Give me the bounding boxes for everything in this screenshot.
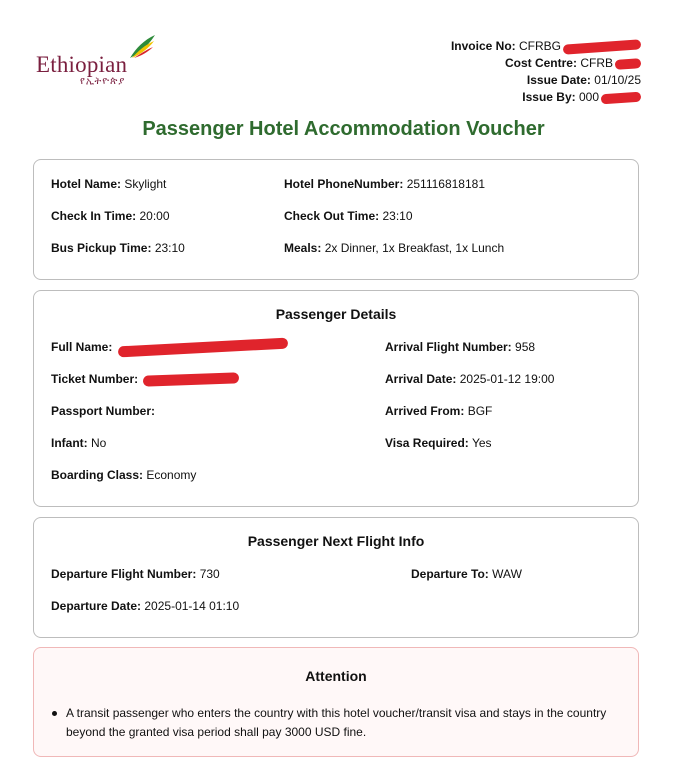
departure-to-label: Departure To:: [411, 567, 489, 581]
check-out-value: 23:10: [382, 209, 413, 223]
redaction-mark: [118, 338, 288, 358]
issue-by-value: 000: [578, 90, 599, 104]
bus-pickup-label: Bus Pickup Time:: [51, 241, 152, 255]
logo-wing-icon: [128, 34, 156, 60]
meals-value: 2x Dinner, 1x Breakfast, 1x Lunch: [324, 241, 505, 255]
ticket-number-field: [51, 372, 239, 386]
departure-date-value: 2025-01-14 01:10: [144, 599, 240, 613]
arrival-date-label: Arrival Date:: [385, 372, 457, 386]
redaction-mark: [601, 91, 642, 104]
bullet-dot-icon: [52, 711, 57, 716]
full-name-label: Full Name:: [51, 340, 113, 354]
arrival-date-field: [385, 372, 554, 386]
invoice-no-label: Invoice No:: [450, 39, 516, 53]
arrived-from-value: BGF: [467, 404, 493, 418]
passport-number-field: [51, 404, 155, 418]
check-out-label: Check Out Time:: [284, 209, 380, 223]
invoice-info: [451, 38, 641, 106]
departure-flight-label: Departure Flight Number:: [51, 567, 197, 581]
check-in-value: 20:00: [139, 209, 170, 223]
logo-text-english: Ethiopian: [36, 52, 128, 77]
hotel-name-label: Hotel Name:: [51, 177, 122, 191]
check-out-field: [284, 209, 413, 223]
departure-flight-value: 730: [199, 567, 220, 581]
hotel-info-card: [33, 159, 639, 280]
next-flight-card: [33, 517, 639, 638]
next-flight-heading: Passenger Next Flight Info: [247, 533, 425, 549]
arrival-date-value: 2025-01-12 19:00: [459, 372, 555, 386]
departure-to-value: WAW: [492, 567, 522, 581]
departure-date-label: Departure Date:: [51, 599, 142, 613]
issue-date-value: 01/10/25: [594, 73, 641, 87]
arrival-flight-label: Arrival Flight Number:: [385, 340, 512, 354]
invoice-no-value: CFRBG: [519, 39, 561, 53]
visa-required-value: Yes: [471, 436, 492, 450]
infant-label: Infant:: [51, 436, 88, 450]
issue-date-row: [451, 72, 641, 89]
passenger-details-card: [33, 290, 639, 507]
departure-flight-field: [51, 567, 220, 581]
departure-date-field: [51, 599, 239, 613]
visa-required-label: Visa Required:: [385, 436, 469, 450]
hotel-phone-field: [284, 177, 485, 191]
redaction-mark: [563, 39, 642, 54]
issue-date-label: Issue Date:: [526, 73, 591, 87]
infant-field: [51, 436, 106, 450]
page-title: Passenger Hotel Accommodation Voucher: [142, 118, 545, 140]
boarding-class-field: [51, 468, 196, 482]
infant-value: No: [91, 436, 107, 450]
attention-heading: Attention: [305, 668, 367, 684]
arrived-from-label: Arrived From:: [385, 404, 465, 418]
meals-label: Meals:: [284, 241, 322, 255]
hotel-phone-value: 251116818181: [406, 177, 485, 191]
full-name-field: [51, 340, 288, 354]
boarding-class-value: Economy: [146, 468, 197, 482]
ethiopian-logo: [36, 34, 166, 90]
cost-centre-value: CFRB: [580, 56, 613, 70]
meals-field: [284, 241, 504, 255]
visa-required-field: [385, 436, 492, 450]
cost-centre-label: Cost Centre:: [504, 56, 577, 70]
attention-bullet-text: A transit passenger who enters the country with this hotel voucher/transit visa and stays in the country beyond the granted visa period shall pay 3000 USD fine.: [66, 706, 607, 739]
hotel-phone-label: Hotel PhoneNumber:: [284, 177, 404, 191]
arrival-flight-value: 958: [515, 340, 536, 354]
bus-pickup-field: [51, 241, 185, 255]
redaction-mark: [143, 373, 239, 387]
logo-text-amharic: የኢትዮጵያ: [80, 76, 126, 87]
arrival-flight-field: [385, 340, 535, 354]
departure-to-field: [411, 567, 522, 581]
hotel-name-value: Skylight: [124, 177, 167, 191]
issue-by-row: [451, 89, 641, 106]
bus-pickup-value: 23:10: [154, 241, 185, 255]
passport-number-label: Passport Number:: [51, 404, 156, 418]
redaction-mark: [615, 58, 642, 70]
invoice-no-row: [451, 38, 641, 55]
ticket-number-label: Ticket Number:: [51, 372, 139, 386]
issue-by-label: Issue By:: [522, 90, 576, 104]
check-in-field: [51, 209, 170, 223]
check-in-label: Check In Time:: [51, 209, 137, 223]
cost-centre-row: [451, 55, 641, 72]
passenger-details-heading: Passenger Details: [275, 306, 397, 322]
hotel-name-field: [51, 177, 166, 191]
arrived-from-field: [385, 404, 492, 418]
boarding-class-label: Boarding Class:: [51, 468, 144, 482]
